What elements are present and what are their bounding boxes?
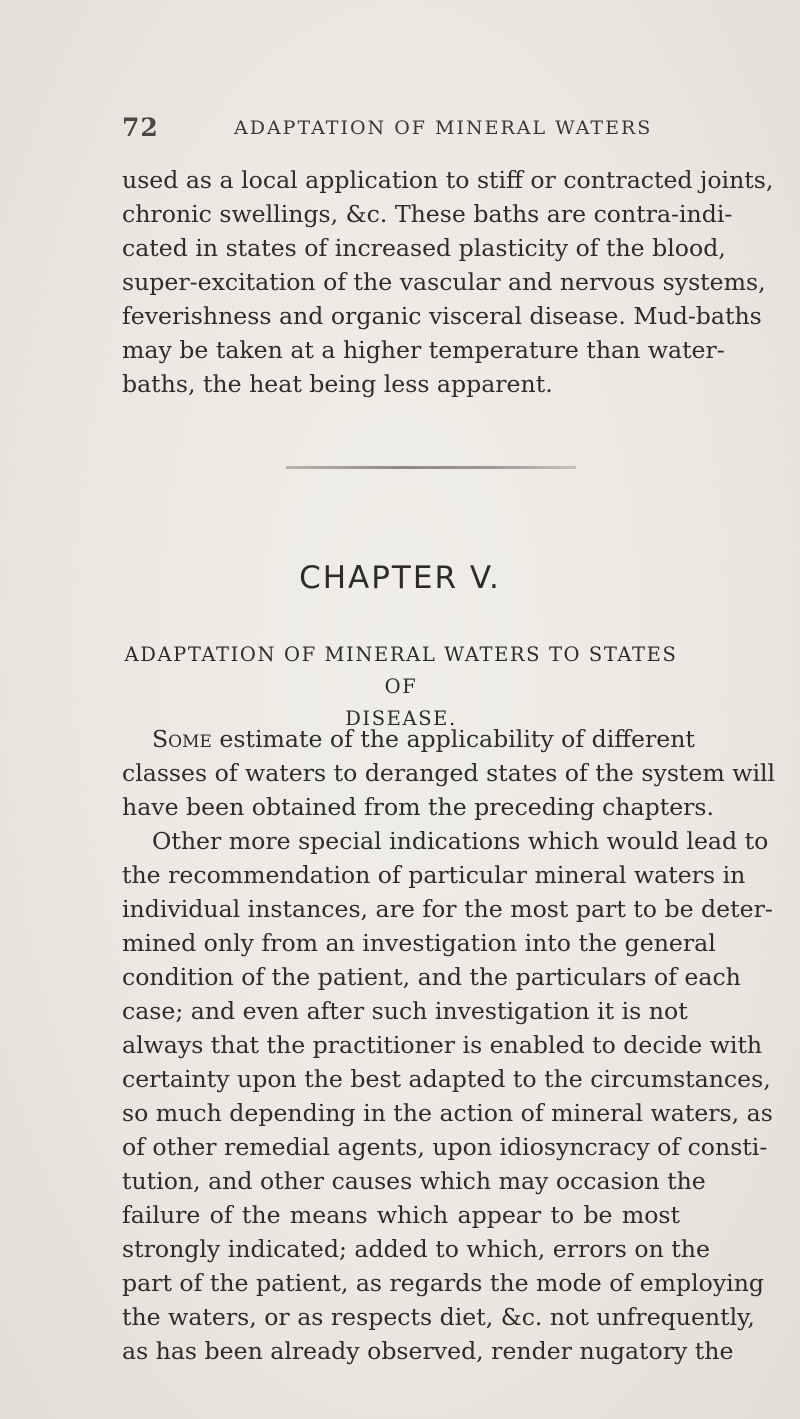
text-line: used as a local application to stiff or contracted joints,: [122, 166, 774, 194]
text-line: may be taken at a higher temperature than water-: [122, 336, 725, 364]
chapter-subtitle-line: ADAPTATION OF MINERAL WATERS TO STATES OF: [124, 643, 678, 698]
chapter-subtitle-line: DISEASE.: [345, 707, 457, 730]
text-line: condition of the patient, and the particulars of each: [122, 963, 741, 991]
text-line: failure of the means which appear to be most: [122, 1201, 680, 1229]
text-line: have been obtained from the preceding chapters.: [122, 793, 715, 821]
text-line: the recommendation of particular mineral waters in: [122, 861, 746, 889]
text-line: super-excitation of the vascular and nervous systems,: [122, 268, 766, 296]
text-line: tution, and other causes which may occasion the: [122, 1167, 706, 1195]
text-line: chronic swellings, &c. These baths are contra-indi-: [122, 200, 733, 228]
text-line: part of the patient, as regards the mode of employing: [122, 1269, 764, 1297]
text-line: strongly indicated; added to which, errors on the: [122, 1235, 710, 1263]
text-line: mined only from an investigation into the general: [122, 929, 716, 957]
page-header: [122, 113, 682, 143]
text-line: Other more special indications which would lead to: [152, 827, 769, 855]
text-line: case; and even after such investigation it is not: [122, 997, 688, 1025]
text-line: so much depending in the action of mineral waters, as: [122, 1099, 773, 1127]
running-head: ADAPTATION OF MINERAL WATERS: [234, 117, 653, 139]
page-number: 72: [122, 113, 159, 142]
text-line: individual instances, are for the most part to be deter-: [122, 895, 773, 923]
text-line: the waters, or as respects diet, &c. not unfrequently,: [122, 1303, 755, 1331]
opening-line: [122, 722, 695, 756]
text-line: always that the practitioner is enabled to decide with: [122, 1031, 763, 1059]
text-line: as has been already observed, render nugatory the: [122, 1337, 734, 1365]
text-line: feverishness and organic visceral disease. Mud-baths: [122, 302, 762, 330]
opening-word: Some: [152, 725, 212, 753]
section-divider: [286, 466, 576, 469]
text-line: cated in states of increased plasticity of the blood,: [122, 234, 726, 262]
text-line: classes of waters to deranged states of the system will: [122, 759, 776, 787]
opening-line-text: estimate of the applicability of different: [219, 725, 695, 753]
text-line: of other remedial agents, upon idiosyncracy of consti-: [122, 1133, 768, 1161]
text-line: certainty upon the best adapted to the circumstances,: [122, 1065, 771, 1093]
chapter-body: [122, 722, 776, 1368]
chapter-title: CHAPTER V.: [299, 560, 501, 596]
paragraph-continued: [122, 163, 774, 401]
text-line: baths, the heat being less apparent.: [122, 370, 553, 398]
chapter-subtitle: [122, 639, 680, 735]
